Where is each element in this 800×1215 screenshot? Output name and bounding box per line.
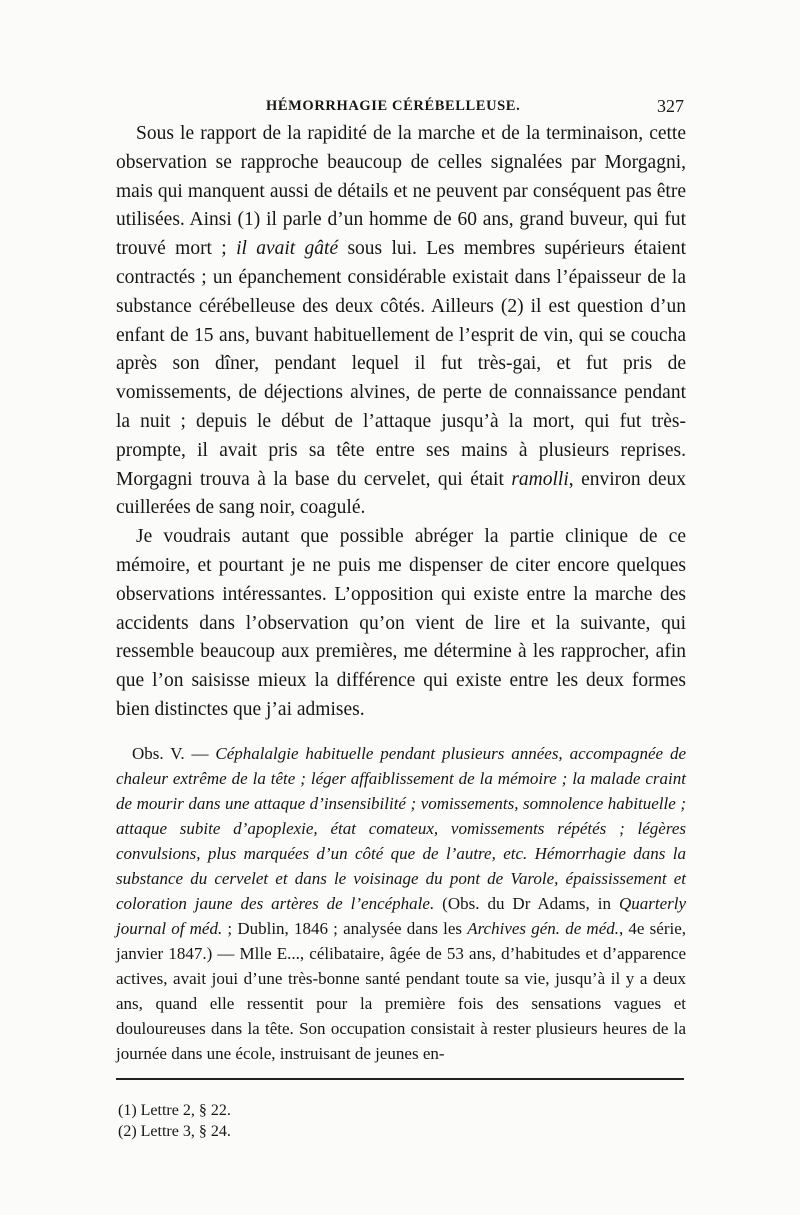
paragraph-1-italic-phrase: il avait gâté <box>236 238 339 260</box>
paragraph-1 <box>116 120 686 523</box>
footnote-1: (1) Lettre 2, § 22. <box>118 1101 231 1119</box>
page-header <box>116 96 686 120</box>
paragraph-1-text-a: Sous le rapport de la rapidité de la marche et de la terminaison, cette observation se rapproche beaucoup de celles signalées par Morgagni, mais qui manquent aussi de détails et ne peuvent par conséquent pas être utilisées. Ainsi (1) il parle d’un homme de 60 ans, grand buveur, qui fut trouvé mort ; <box>116 123 686 260</box>
paragraph-2: Je voudrais autant que possible abréger la partie clinique de ce mémoire, et pourtant je ne puis me dispenser de citer encore quelques observations intéressantes. L’opposition qui existe entre la marche des accidents dans l’observation qu’on vient de lire et la suivante, qui ressemble beaucoup aux premières, me détermine à les rapprocher, afin que l’on saisisse mieux la différence qui existe entre les deux formes bien distinctes que j’ai admises. <box>116 526 686 720</box>
observation-block <box>116 741 686 1066</box>
observation-source-a: (Obs. du Dr Adams, in <box>434 893 619 913</box>
observation-label: Obs. V. — <box>132 743 216 763</box>
book-page <box>116 96 686 1142</box>
paragraph-1-text-c: sous lui. Les membres supérieurs étaient contractés ; un épanchement considérable existait dans l’épaisseur de la substance cérébelleuse des deux côtés. Ailleurs (2) il est question d’un enfant de 15 ans, buvant habituellement de l’esprit de vin, qui se coucha après son dîner, pendant lequel il fut très-gai, et fut pris de vomissements, de déjections alvines, de perte de connaissance pendant la nuit ; depuis le début de l’attaque jusqu’à la mort, qui fut très-prompte, il avait pris sa tête entre ses mains à plusieurs reprises. Morgagni trouva à la base du cervelet, qui était <box>116 238 686 490</box>
paragraph-1-italic-ramolli: ramolli <box>511 468 569 490</box>
main-text <box>116 120 686 725</box>
footnotes <box>116 1100 686 1142</box>
observation-source-b: ; Dublin, 1846 ; analysée dans les <box>222 918 468 938</box>
footnote-2: (2) Lettre 3, § 24. <box>118 1122 231 1140</box>
observation-journal: Quarterly journal of méd. <box>116 893 686 938</box>
page-number: 327 <box>657 96 684 116</box>
observation-paragraph <box>116 741 686 1066</box>
paragraph-1-text-e: , environ deux cuillerées de sang noir, coagulé. <box>116 468 686 519</box>
observation-source-c: , 4e série, janvier 1847.) — Mlle E..., célibataire, âgée de 53 ans, d’habitudes et d’apparence actives, avait joui d’une très-bonne santé pendant toute sa vie, jusqu’à il y a deux ans, quand elle ressentit pour la première fois des sensations vagues et douloureuses dans la tête. Son occupation consistait à rester plusieurs heures de la journée dans une école, instruisant de jeunes en- <box>116 918 687 1063</box>
footnote-divider <box>116 1078 684 1080</box>
observation-archives: Archives gén. de méd. <box>467 918 619 938</box>
observation-summary: Céphalalgie habituelle pendant plusieurs années, accompagnée de chaleur extrême de la tête ; léger affaiblissement de la mémoire ; la malade craint de mourir dans une attaque d’insensibilité ; vomissements, somnolence habituelle ; attaque subite d’apoplexie, état comateux, vomissements répétés ; légères convulsions, plus marquées d’un côté que de l’autre, etc. Hémorrhagie dans la substance du cervelet et dans le voisinage du pont de Varole, épaississement et coloration jaune des artères de l’encéphale. <box>116 743 687 913</box>
running-title: HÉMORRHAGIE CÉRÉBELLEUSE. <box>266 98 521 114</box>
